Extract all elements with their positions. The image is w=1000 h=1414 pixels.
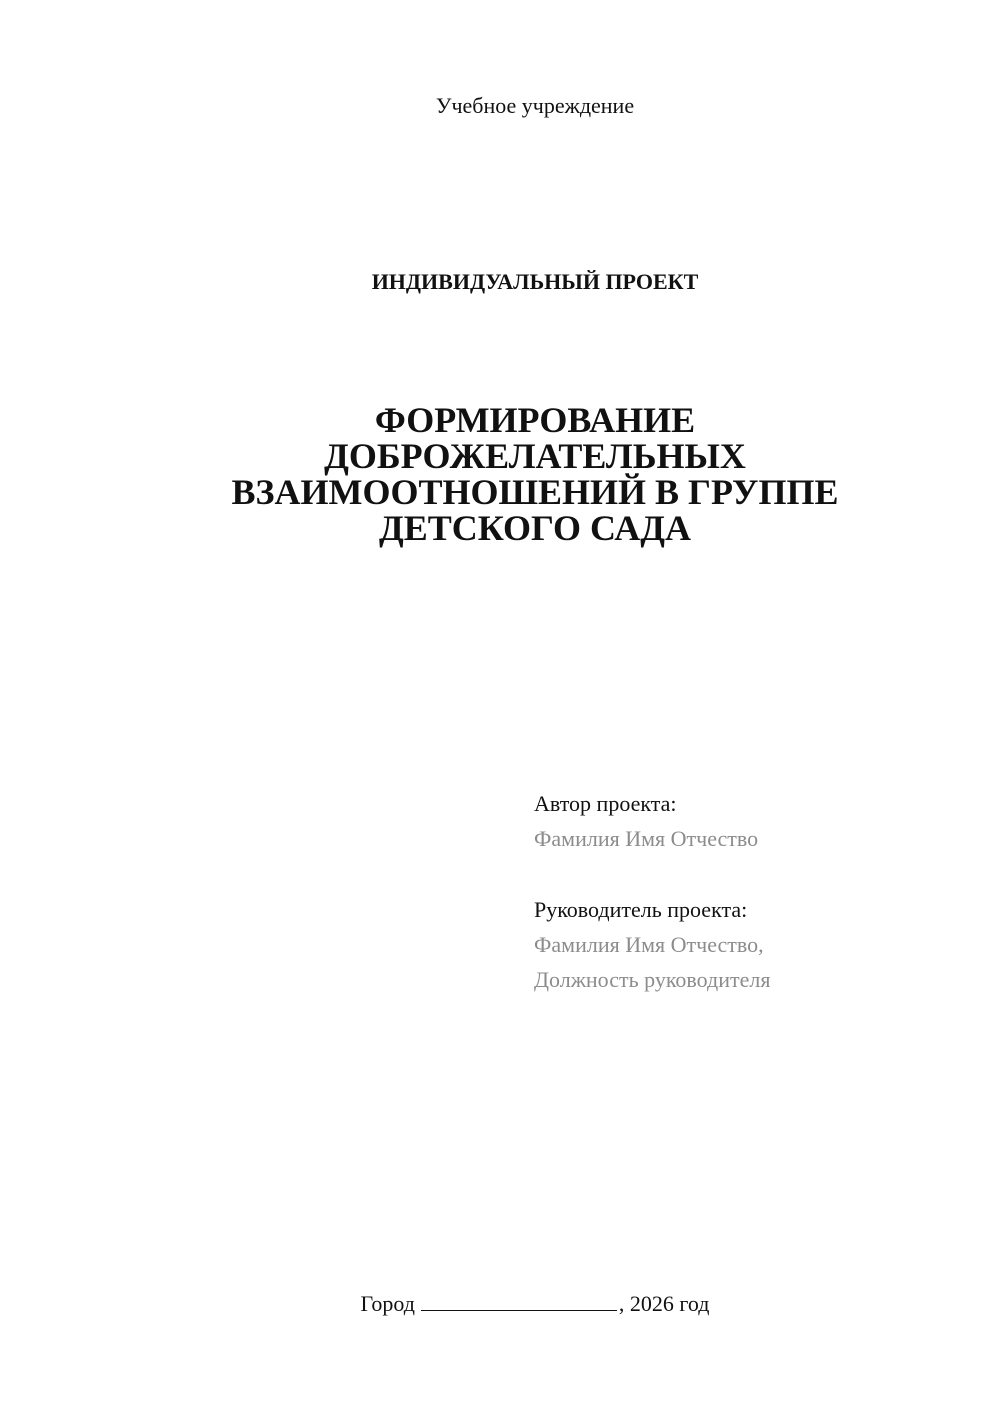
project-title: [170, 402, 900, 546]
supervisor-label: Руководитель проекта:: [534, 897, 748, 922]
institution-name: Учебное учреждение: [435, 93, 635, 118]
supervisor-block: [534, 892, 974, 997]
city-blank-line: [421, 1288, 617, 1311]
footer-city-year: [170, 1288, 900, 1320]
title-line: ДОБРОЖЕЛАТЕЛЬНЫХ: [324, 436, 746, 476]
title-line: ФОРМИРОВАНИЕ: [374, 400, 696, 440]
title-line: ДЕТСКОГО САДА: [379, 508, 691, 548]
supervisor-position-placeholder: Должность руководителя: [534, 967, 771, 992]
city-label: Город: [360, 1291, 415, 1316]
project-type-heading: ИНДИВИДУАЛЬНЫЙ ПРОЕКТ: [371, 269, 699, 294]
author-block: [534, 786, 974, 856]
supervisor-name-placeholder: Фамилия Имя Отчество,: [534, 932, 764, 957]
author-label: Автор проекта:: [534, 791, 677, 816]
author-name-placeholder: Фамилия Имя Отчество: [534, 826, 759, 851]
title-line: ВЗАИМООТНОШЕНИЙ В ГРУППЕ: [231, 472, 839, 512]
year-text: , 2026 год: [618, 1291, 710, 1316]
